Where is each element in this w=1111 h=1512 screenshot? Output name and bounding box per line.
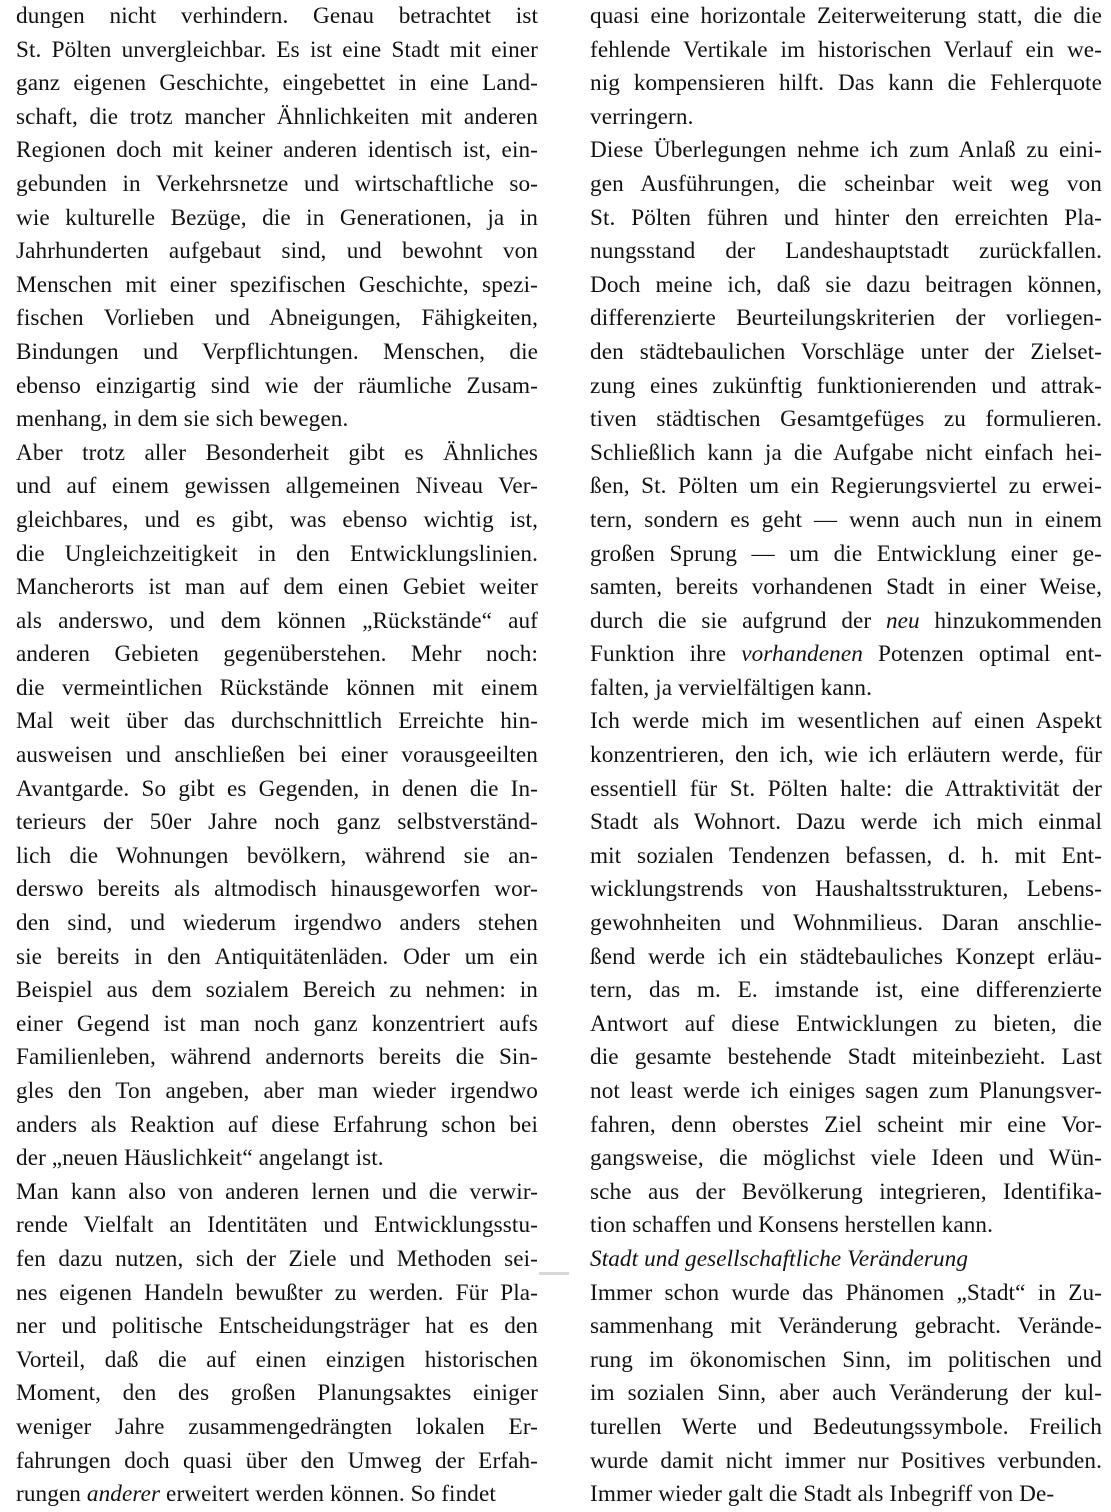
text-line: konzentrieren, den ich, wie ich erläutern werde, für: [590, 742, 1102, 769]
text-line: rung im ökonomischen Sinn, im politischen und: [590, 1346, 1102, 1373]
text-line: sche aus der Bevölkerung integrieren, Identifika-: [590, 1178, 1102, 1205]
text-line: den sind, und wiederum irgendwo anders stehen: [16, 910, 538, 937]
left-text-column: [16, 0, 538, 1512]
text-line: dungen nicht verhindern. Genau betrachtet ist: [16, 3, 538, 29]
right-text-column: [590, 0, 1102, 1512]
text-line: nes eigenen Handeln bewußter zu werden. Für Pla-: [16, 1279, 538, 1306]
text-line: weniger Jahre zusammengedrängten lokalen Er-: [16, 1413, 538, 1440]
text-segment: rungen: [16, 1481, 87, 1508]
text-line: Stadt als Wohnort. Dazu werde ich mich einmal: [590, 809, 1102, 836]
text-line: fischen Vorlieben und Abneigungen, Fähigkeiten,: [16, 305, 538, 332]
text-line: fahren, denn oberstes Ziel scheint mir eine Vor-: [590, 1111, 1102, 1138]
text-line: essentiell für St. Pölten halte: die Attraktivität der: [590, 775, 1102, 802]
text-segment: Potenzen optimal ent-: [862, 641, 1102, 668]
text-line: samten, bereits vorhandenen Stadt in einer Weise,: [590, 574, 1102, 601]
text-line: tern, sondern es geht — wenn auch nun in einem: [590, 506, 1102, 533]
text-line: gles den Ton angeben, aber man wieder irgendwo: [16, 1078, 538, 1104]
text-line: anderen Gebieten gegenüberstehen. Mehr noch:: [16, 641, 538, 668]
text-line: wie kulturelle Bezüge, die in Generationen, ja in: [16, 204, 538, 231]
page-scan-mark: [539, 1272, 569, 1275]
text-line: Familienleben, während andernorts bereits die Sin-: [16, 1044, 538, 1071]
text-line: falten, ja vervielfältigen kann.: [590, 674, 872, 701]
text-line: gen Ausführungen, die scheinbar weit weg von: [590, 170, 1102, 197]
emphasized-word: anderer: [86, 1481, 161, 1508]
text-line: nungsstand der Landeshauptstadt zurückfallen.: [590, 238, 1102, 265]
text-line: ausweisen und anschließen bei einer vorausgeeilten: [16, 742, 538, 769]
text-line: und auf einem gewissen allgemeinen Niveau Ver-: [16, 473, 538, 500]
text-line: ganz eigenen Geschichte, eingebettet in eine Land-: [16, 70, 538, 97]
text-line: die vermeintlichen Rückstände können mit einem: [16, 674, 538, 701]
text-line: Immer schon wurde das Phänomen „Stadt“ in Zu-: [590, 1279, 1102, 1306]
text-line: St. Pölten führen und hinter den erreichten Pla-: [590, 204, 1102, 231]
text-line: fahrungen doch quasi über den Umweg der Erfah-: [16, 1447, 538, 1474]
text-line: anders als Reaktion auf diese Erfahrung schon bei: [16, 1111, 538, 1138]
text-line: sammenhang mit Veränderung gebracht. Verände-: [590, 1313, 1102, 1340]
text-line: der „neuen Häuslichkeit“ angelangt ist.: [16, 1145, 384, 1172]
text-line: zung eines zukünftig funktionierenden und attrak-: [590, 372, 1102, 399]
text-segment: Funktion ihre: [590, 641, 742, 668]
emphasized-word: neu: [885, 607, 920, 634]
text-line: gebunden in Verkehrsnetze und wirtschaftliche so-: [16, 170, 538, 197]
text-line: großen Sprung — um die Entwicklung einer ge-: [590, 540, 1102, 567]
text-line: Jahrhunderten aufgebaut sind, und bewohnt von: [16, 238, 538, 265]
text-line: Diese Überlegungen nehme ich zum Anlaß zu eini-: [590, 137, 1102, 164]
text-line: verringern.: [590, 103, 694, 130]
text-line: fen dazu nutzen, sich der Ziele und Methoden sei-: [16, 1245, 538, 1272]
text-line: gangsweise, die möglichst viele Ideen und Wün-: [590, 1145, 1102, 1172]
text-line: wicklungstrends von Haushaltsstrukturen, Lebens-: [590, 876, 1102, 903]
text-line: Mancherorts ist man auf dem einen Gebiet weiter: [16, 574, 538, 601]
text-line: lich die Wohnungen bevölkern, während sie an-: [16, 842, 538, 869]
text-line: quasi eine horizontale Zeiterweiterung statt, die die: [590, 3, 1102, 29]
text-line: differenzierte Beurteilungskriterien der vorliegen-: [590, 305, 1102, 332]
text-line: die gesamte bestehende Stadt miteinbezieht. Last: [590, 1044, 1102, 1071]
text-line: einer Gegend ist man noch ganz konzentriert aufs: [16, 1010, 538, 1037]
text-line: Avantgarde. So gibt es Gegenden, in denen die In-: [16, 775, 538, 802]
text-segment: erweitert werden können. So findet: [160, 1481, 496, 1508]
text-line: Man kann also von anderen lernen und die verwir-: [16, 1178, 538, 1205]
text-line: tern, das m. E. imstande ist, eine differenzierte: [590, 977, 1102, 1004]
text-line: Immer wieder galt die Stadt als Inbegriff von De-: [590, 1481, 1055, 1508]
text-segment: hinzukommenden: [919, 607, 1103, 634]
emphasized-word: vorhandenen: [741, 641, 863, 668]
text-line: gewohnheiten und Wohnmilieus. Daran anschlie-: [590, 910, 1102, 937]
text-line: [590, 638, 1102, 672]
text-line: Antwort auf diese Entwicklungen zu bieten, die: [590, 1010, 1102, 1037]
text-line: schaft, die trotz mancher Ähnlichkeiten mit anderen: [16, 103, 538, 130]
text-line: ner und politische Entscheidungsträger hat es den: [16, 1313, 538, 1340]
text-line: ßen, St. Pölten um ein Regierungsviertel zu erwei-: [590, 473, 1102, 500]
text-line: als anderswo, und dem können „Rückstände“ auf: [16, 607, 538, 634]
text-line: terieurs der 50er Jahre noch ganz selbstverständ-: [16, 809, 538, 836]
text-line: menhang, in dem sie sich bewegen.: [16, 406, 349, 433]
text-line: Doch meine ich, daß sie dazu beitragen können,: [590, 271, 1102, 298]
text-line: ebenso einzigartig sind wie der räumliche Zusam-: [16, 372, 538, 399]
text-line: tiven städtischen Gesamtgefüges zu formulieren.: [590, 406, 1102, 433]
text-line: derswo bereits als altmodisch hinausgeworfen wor-: [16, 876, 538, 903]
text-line: im sozialen Sinn, aber auch Veränderung der kul-: [590, 1380, 1102, 1407]
text-line: die Ungleichzeitigkeit in den Entwicklungslinien.: [16, 540, 538, 567]
text-line: Vorteil, daß die auf einen einzigen historischen: [16, 1346, 538, 1373]
section-heading: Stadt und gesellschaftliche Veränderung: [590, 1245, 969, 1272]
text-line: ßend werde ich ein städtebauliches Konzept erläu-: [590, 943, 1102, 970]
text-line: den städtebaulichen Vorschläge unter der Zielset-: [590, 338, 1102, 365]
text-line: turellen Werte und Bedeutungssymbole. Freilich: [590, 1413, 1102, 1440]
text-line: [16, 1478, 538, 1512]
text-line: St. Pölten unvergleichbar. Es ist eine Stadt mit einer: [16, 36, 538, 63]
text-line: not least werde ich einiges sagen zum Planungsver-: [590, 1078, 1102, 1104]
text-line: fehlende Vertikale im historischen Verlauf ein we-: [590, 36, 1102, 63]
text-segment: durch die sie aufgrund der: [590, 607, 886, 634]
text-line: Bindungen und Verpflichtungen. Menschen, die: [16, 338, 538, 365]
text-line: Ich werde mich im wesentlichen auf einen Aspekt: [590, 708, 1102, 735]
text-line: rende Vielfalt an Identitäten und Entwicklungsstu-: [16, 1212, 538, 1239]
text-line: Aber trotz aller Besonderheit gibt es Ähnliches: [16, 439, 538, 466]
text-line: Beispiel aus dem sozialem Bereich zu nehmen: in: [16, 977, 538, 1004]
text-line: Moment, den des großen Planungsaktes einiger: [16, 1380, 538, 1407]
text-line: [590, 605, 1102, 639]
text-line: nig kompensieren hilft. Das kann die Fehlerquote: [590, 70, 1102, 97]
text-line: Regionen doch mit keiner anderen identisch ist, ein-: [16, 137, 538, 164]
text-line: sie bereits in den Antiquitätenläden. Oder um ein: [16, 943, 538, 970]
text-line: mit sozialen Tendenzen befassen, d. h. mit Ent-: [590, 842, 1102, 869]
text-line: tion schaffen und Konsens herstellen kann.: [590, 1212, 994, 1239]
text-line: gleichbares, und es gibt, was ebenso wichtig ist,: [16, 506, 538, 533]
text-line: Menschen mit einer spezifischen Geschichte, spezi-: [16, 271, 538, 298]
text-line: wurde damit nicht immer nur Positives verbunden.: [590, 1447, 1102, 1474]
text-line: Mal weit über das durchschnittlich Erreichte hin-: [16, 708, 538, 735]
text-line: Schließlich kann ja die Aufgabe nicht einfach hei-: [590, 439, 1102, 466]
